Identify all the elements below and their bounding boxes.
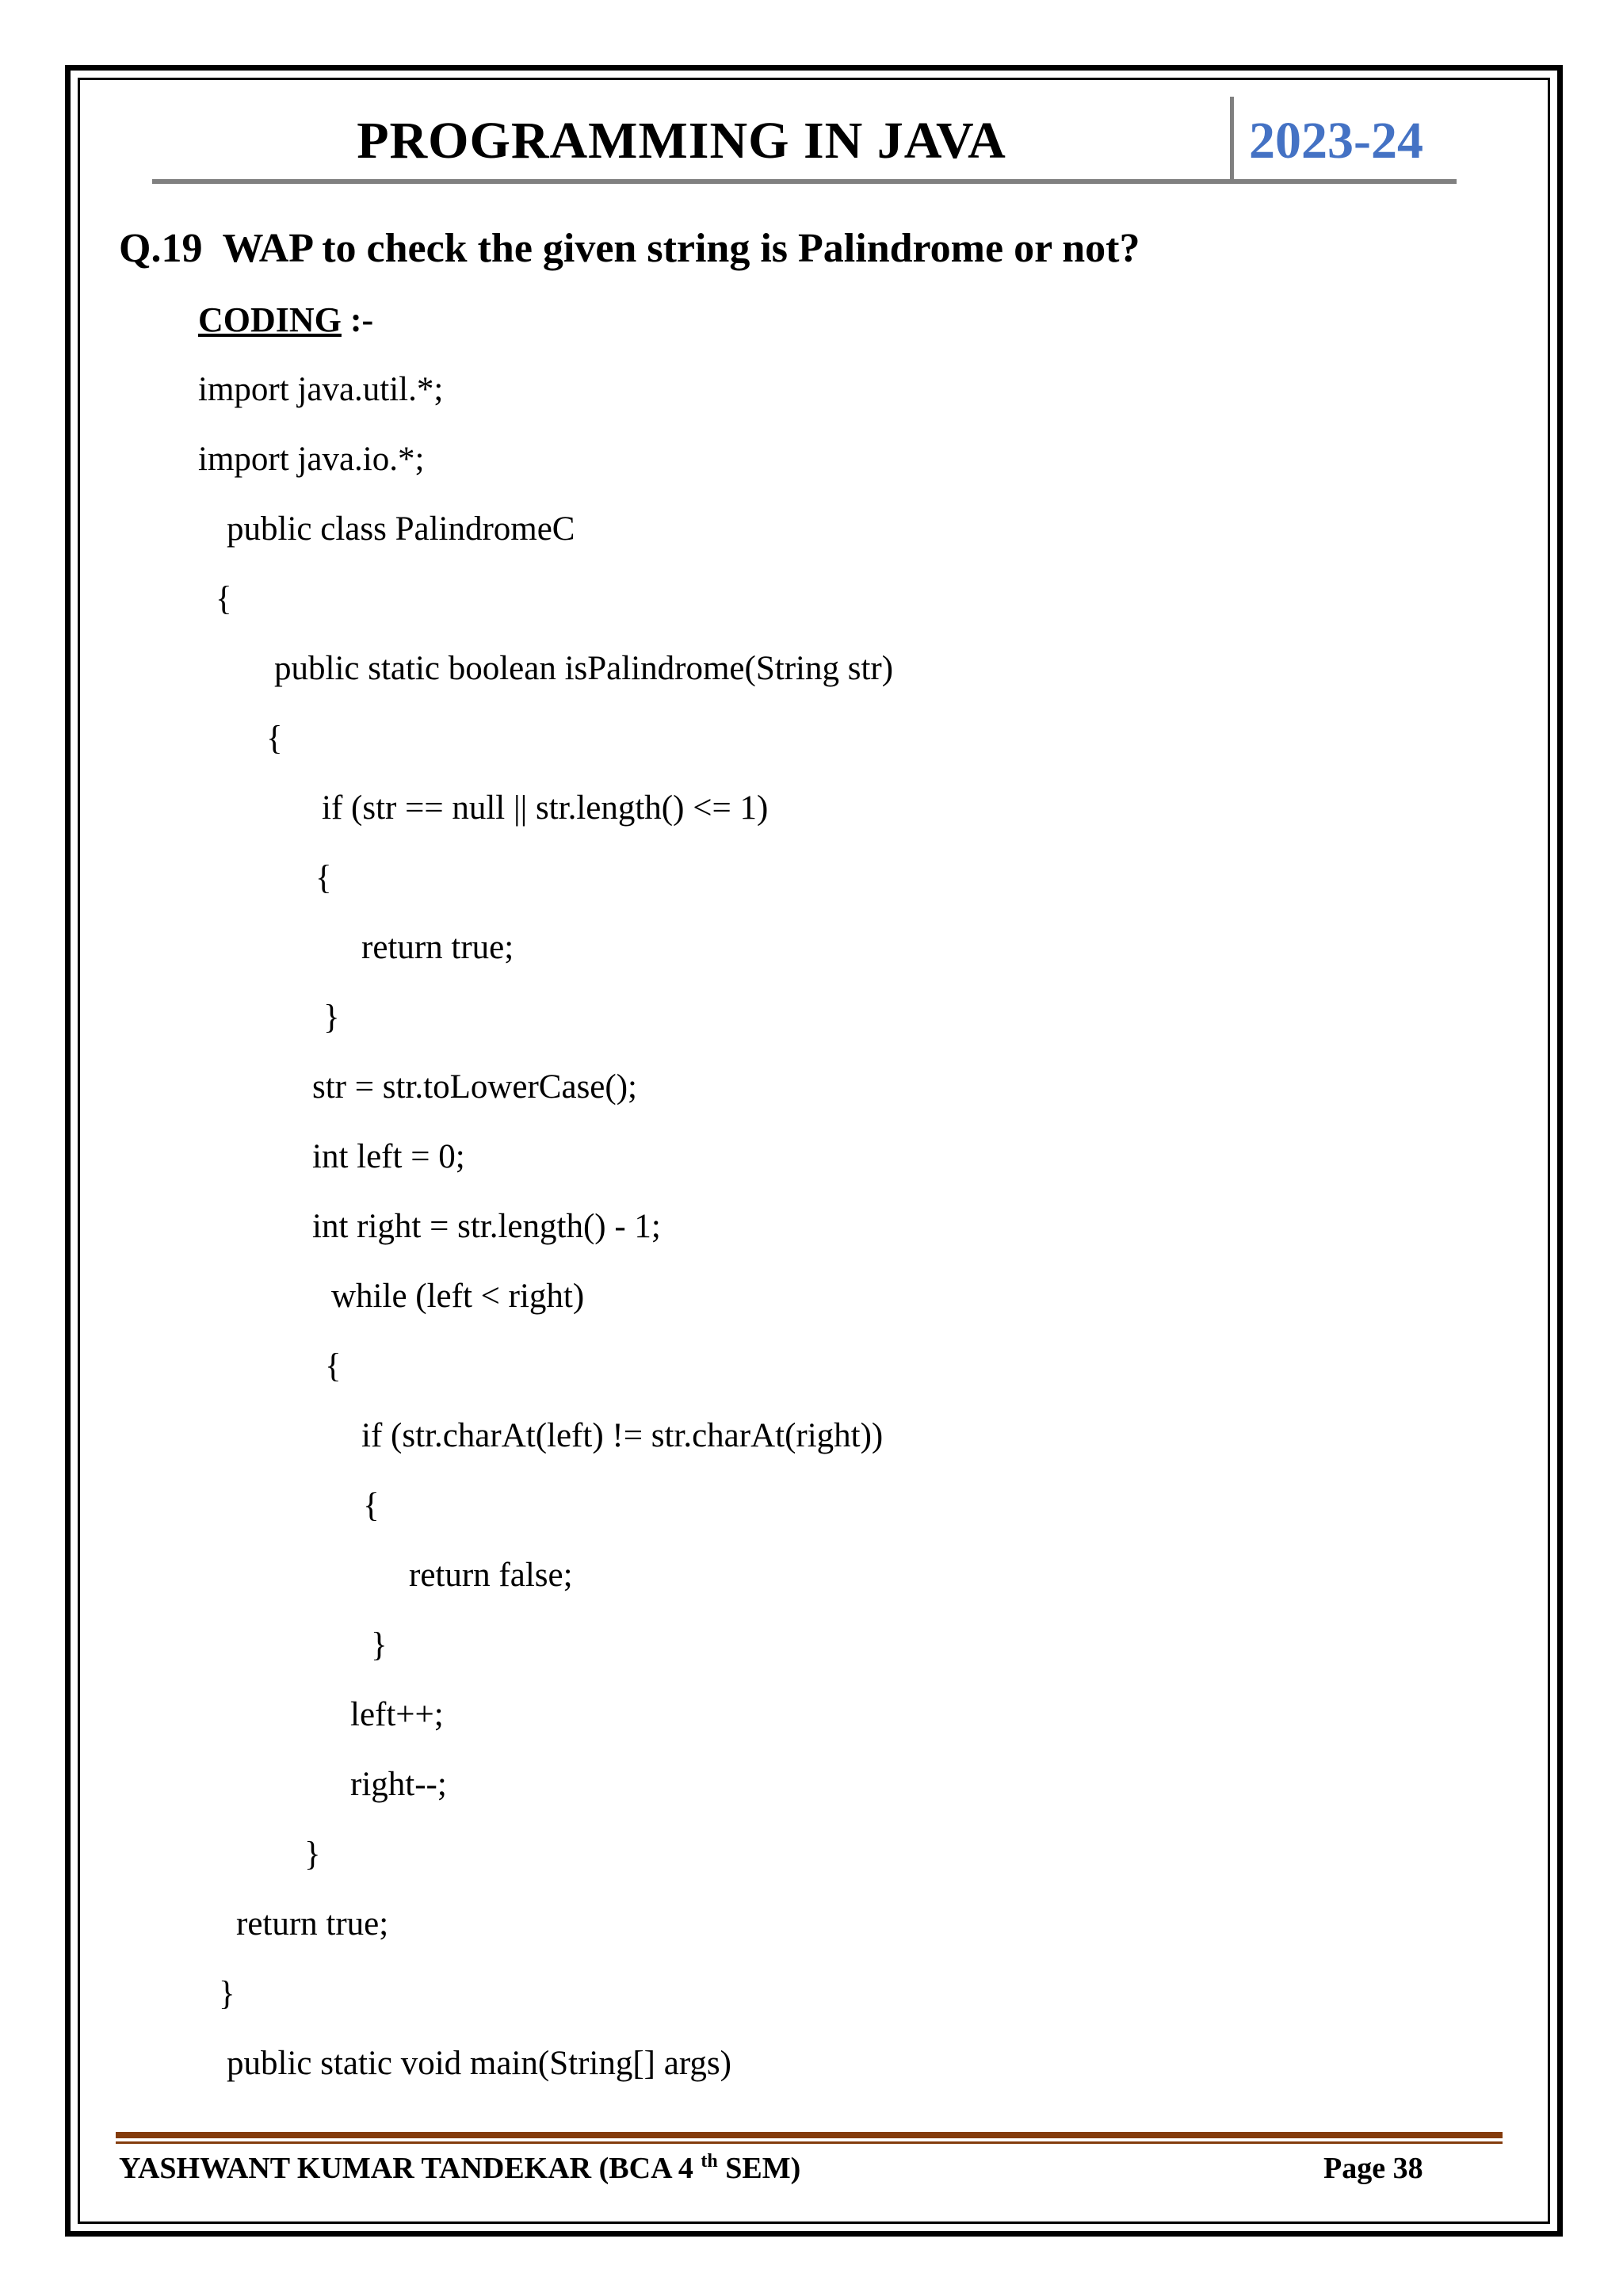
code-line-8: { (315, 859, 332, 896)
code-line-13: int right = str.length() - 1; (312, 1208, 661, 1245)
header-year: 2023-24 (1249, 112, 1423, 170)
code-line-17: { (363, 1487, 380, 1524)
code-line-11: str = str.toLowerCase(); (312, 1068, 637, 1106)
code-line-20: left++; (350, 1696, 444, 1733)
code-line-25: public static void main(String[] args) (227, 2045, 731, 2082)
footer-author-end: SEM) (717, 2152, 801, 2185)
footer-author (119, 2148, 800, 2189)
footer-rule-thick (116, 2132, 1503, 2138)
code-line-10: } (323, 999, 340, 1036)
code-line-9: return true; (361, 929, 514, 966)
code-line-22: } (304, 1836, 321, 1873)
code-line-12: int left = 0; (312, 1138, 465, 1175)
question-heading: Q.19 WAP to check the given string is Palindrome or not? (119, 226, 1140, 271)
header-rule (152, 179, 1457, 184)
coding-label (198, 298, 373, 342)
footer-author-name: YASHWANT KUMAR TANDEKAR (BCA 4 (119, 2152, 701, 2185)
footer-author-sup: th (701, 2151, 718, 2172)
footer-rule-thin (116, 2141, 1503, 2144)
footer-page-number: Page 38 (1323, 2152, 1423, 2185)
header-title: PROGRAMMING IN JAVA (357, 112, 1006, 170)
code-line-5: public static boolean isPalindrome(String str) (274, 650, 894, 687)
code-line-24: } (219, 1975, 235, 2012)
code-line-16: if (str.charAt(left) != str.charAt(right)) (361, 1417, 884, 1454)
code-line-15: { (325, 1347, 342, 1385)
code-line-19: } (371, 1626, 388, 1664)
header-divider (1230, 97, 1234, 182)
code-line-6: { (266, 720, 283, 757)
code-line-21: right--; (350, 1766, 447, 1803)
code-line-3: public class PalindromeC (227, 510, 575, 548)
code-line-14: while (left < right) (331, 1278, 585, 1315)
code-line-7: if (str == null || str.length() <= 1) (322, 789, 769, 827)
coding-label-suffix: :- (341, 300, 374, 339)
code-line-1: import java.util.*; (198, 371, 444, 408)
code-line-4: { (216, 580, 232, 617)
code-line-18: return false; (409, 1557, 573, 1594)
code-line-2: import java.io.*; (198, 441, 425, 478)
coding-label-text: CODING (198, 300, 342, 339)
code-line-23: return true; (236, 1905, 389, 1943)
